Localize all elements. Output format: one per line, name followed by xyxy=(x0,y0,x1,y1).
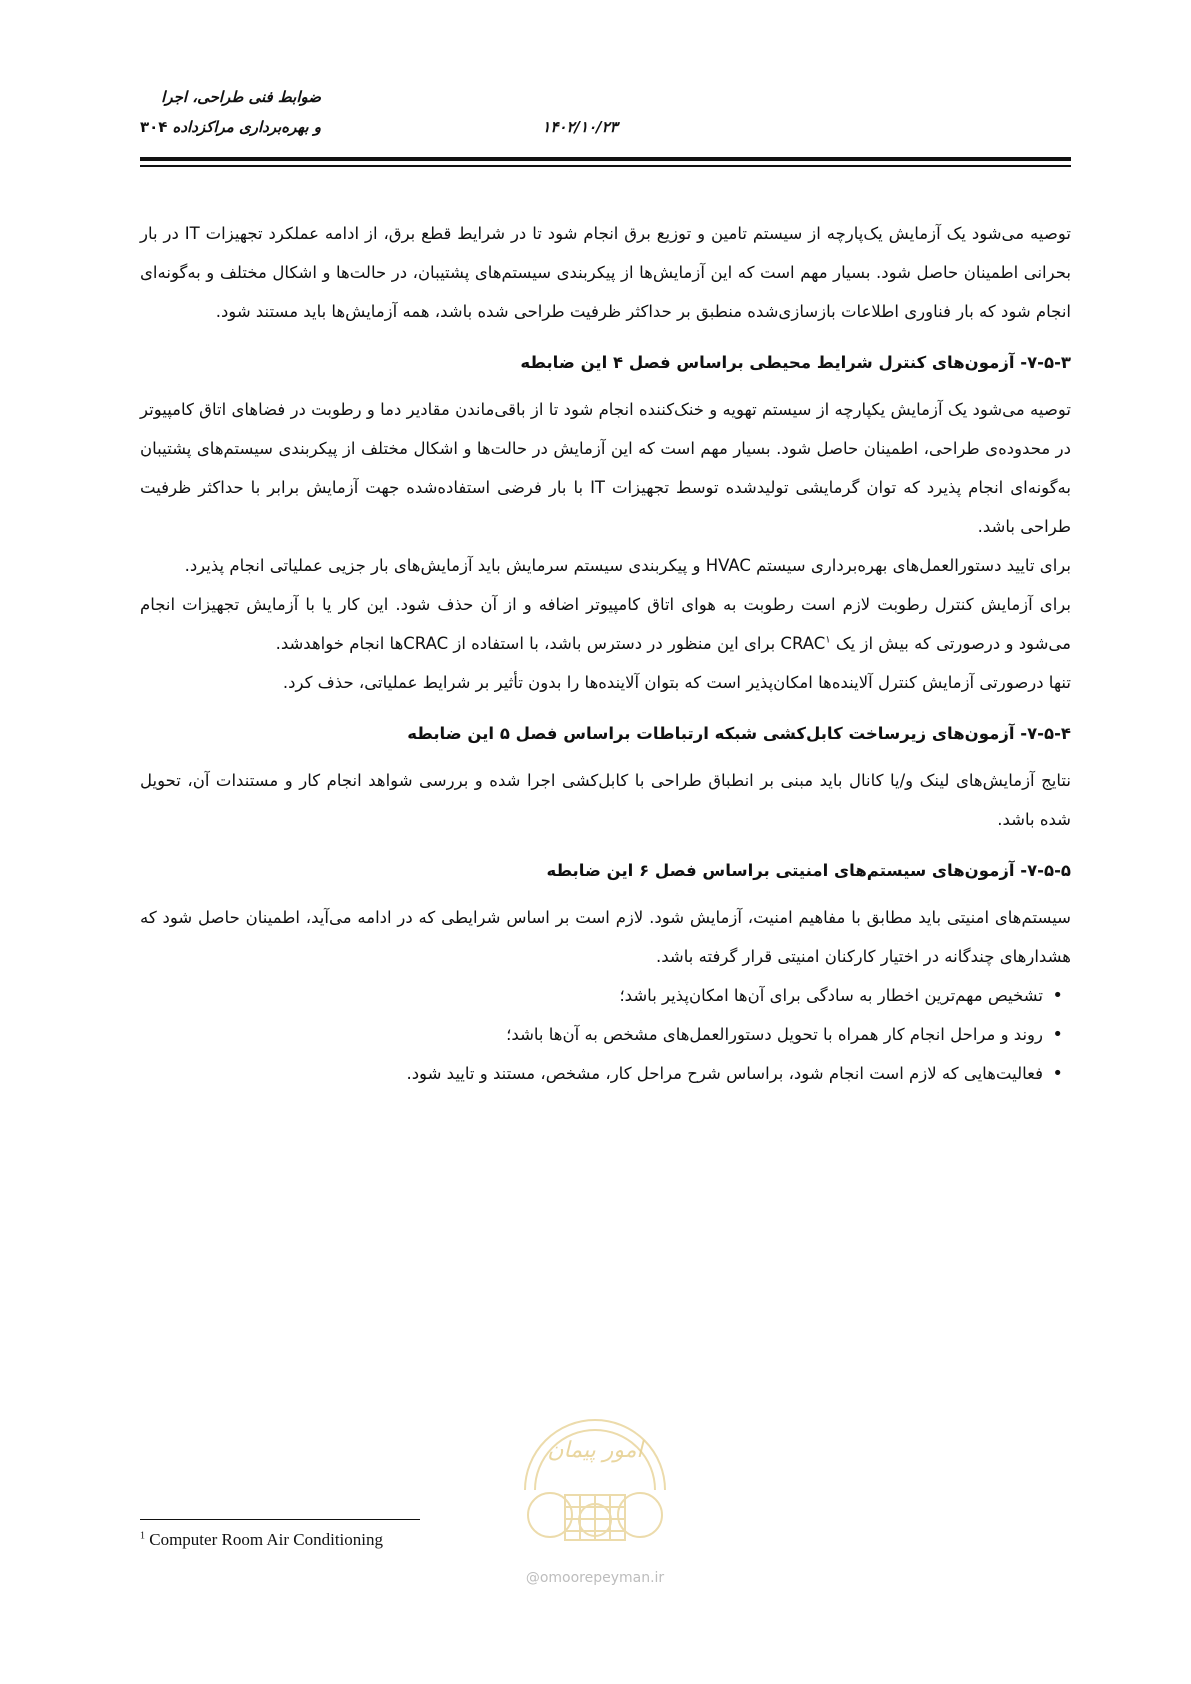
section-3-p3-text-before: برای آزمایش کنترل رطوبت لازم است رطوبت به هوای اتاق کامپیوتر اضافه و از آن حذف شود. این کار یا با آزمایش تجهیزات انجام می‌شود و درصورتی که بیش از یک CRAC xyxy=(140,595,1071,653)
section-3-paragraph-3 xyxy=(140,585,1071,663)
bullet-list xyxy=(140,976,1071,1093)
header-title-line1: ضوابط فنی طراحی، اجرا xyxy=(161,88,321,106)
watermark-logo-text: امور پیمان xyxy=(547,1438,643,1463)
section-3-paragraph-4: تنها درصورتی آزمایش کنترل آلاینده‌ها امکان‌پذیر است که بتوان آلاینده‌ها را بدون تأثیر بر شرایط عملیاتی، حذف کرد. xyxy=(282,673,1071,692)
page-number: ۳۰۴ xyxy=(140,118,168,136)
footnote xyxy=(140,1530,540,1550)
section-4-paragraph-1: نتایج آزمایش‌های لینک و/یا کانال باید مبنی بر انطباق طراحی با کابل‌کشی اجرا شده و بررسی شواهد انجام کار و مستندات آن، تحویل شده باشد. xyxy=(140,771,1071,829)
footnote-reference: ۱ xyxy=(825,634,831,646)
list-item: • تشخیص مهم‌ترین اخطار به سادگی برای آن‌ها امکان‌پذیر باشد؛ xyxy=(140,976,1043,1015)
header-rule-thin xyxy=(140,165,1071,167)
footnote-marker: 1 xyxy=(140,1530,145,1542)
footnote-text: Computer Room Air Conditioning xyxy=(149,1530,384,1549)
body-text xyxy=(140,214,1071,1093)
section-heading-7-5-5: ۷-۵-۵- آزمون‌های سیستم‌های امنیتی براساس فصل ۶ این ضابطه xyxy=(546,861,1071,880)
intro-paragraph: توصیه می‌شود یک آزمایش یک‌پارچه از سیستم تامین و توزیع برق انجام شود تا در شرایط قطع برق، از ادامه عملکرد تجهیزات IT در بار بحرانی اطمینان حاصل شود. بسیار مهم است که این آزمایش‌ها از پیکربندی سیستم‌های پشتیبان، در حالت‌ها و اشکال مختلف و به‌گونه‌ای انجام شود که بار فناوری اطلاعات بازسازی‌شده منطبق بر حداکثر ظرفیت طراحی شده باشد، همه آزمایش‌ها باید مستند شود. xyxy=(140,224,1071,321)
section-heading-7-5-4: ۷-۵-۴- آزمون‌های زیرساخت کابل‌کشی شبکه ارتباطات براساس فصل ۵ این ضابطه xyxy=(407,724,1071,743)
watermark-site: @omoorepeyman.ir xyxy=(525,1570,665,1586)
header-title-line2: و بهره‌برداری مراکزداده xyxy=(172,118,321,136)
list-item: • روند و مراحل انجام کار همراه با تحویل دستورالعمل‌های مشخص به آن‌ها باشد؛ xyxy=(140,1015,1043,1054)
section-3-paragraph-2: برای تایید دستورالعمل‌های بهره‌برداری سیستم HVAC و پیکربندی سیستم سرمایش باید آزمایش‌های بار جزیی عملیاتی انجام پذیرد. xyxy=(184,556,1071,575)
section-3-p3-text-after: برای این منظور در دسترس باشد، با استفاده از CRACها انجام خواهدشد. xyxy=(275,634,781,653)
header-rule-thick xyxy=(140,157,1071,161)
section-3-paragraph-1: توصیه می‌شود یک آزمایش یکپارچه از سیستم تهویه و خنک‌کننده انجام شود تا از باقی‌ماندن مقادیر دما و رطوبت در فضاهای اتاق کامپیوتر در محدوده‌ی طراحی، اطمینان حاصل شود. بسیار مهم است که این آزمایش در حالت‌ها و اشکال مختلف از پیکربندی سیستم‌های پشتیبان به‌گونه‌ای انجام پذیرد که توان گرمایشی تولیدشده توسط تجهیزات IT با بار فرضی استفاده‌شده جهت آزمایش برابر با حداکثر ظرفیت طراحی باشد. xyxy=(140,400,1071,536)
list-item: • فعالیت‌هایی که لازم است انجام شود، براساس شرح مراحل کار، مشخص، مستند و تایید شود. xyxy=(140,1054,1043,1093)
section-heading-7-5-3: ۷-۵-۳- آزمون‌های کنترل شرایط محیطی براساس فصل ۴ این ضابطه xyxy=(520,353,1071,372)
section-5-paragraph-1: سیستم‌های امنیتی باید مطابق با مفاهیم امنیت، آزمایش شود. لازم است بر اساس شرایطی که در ادامه می‌آید، اطمینان حاصل شود که هشدارهای چندگانه در اختیار کارکنان امنیتی قرار گرفته باشد. xyxy=(140,908,1071,966)
footnote-rule xyxy=(140,1519,420,1520)
header-date: ۱۴۰۲/۱۰/۲۳ xyxy=(542,118,618,136)
